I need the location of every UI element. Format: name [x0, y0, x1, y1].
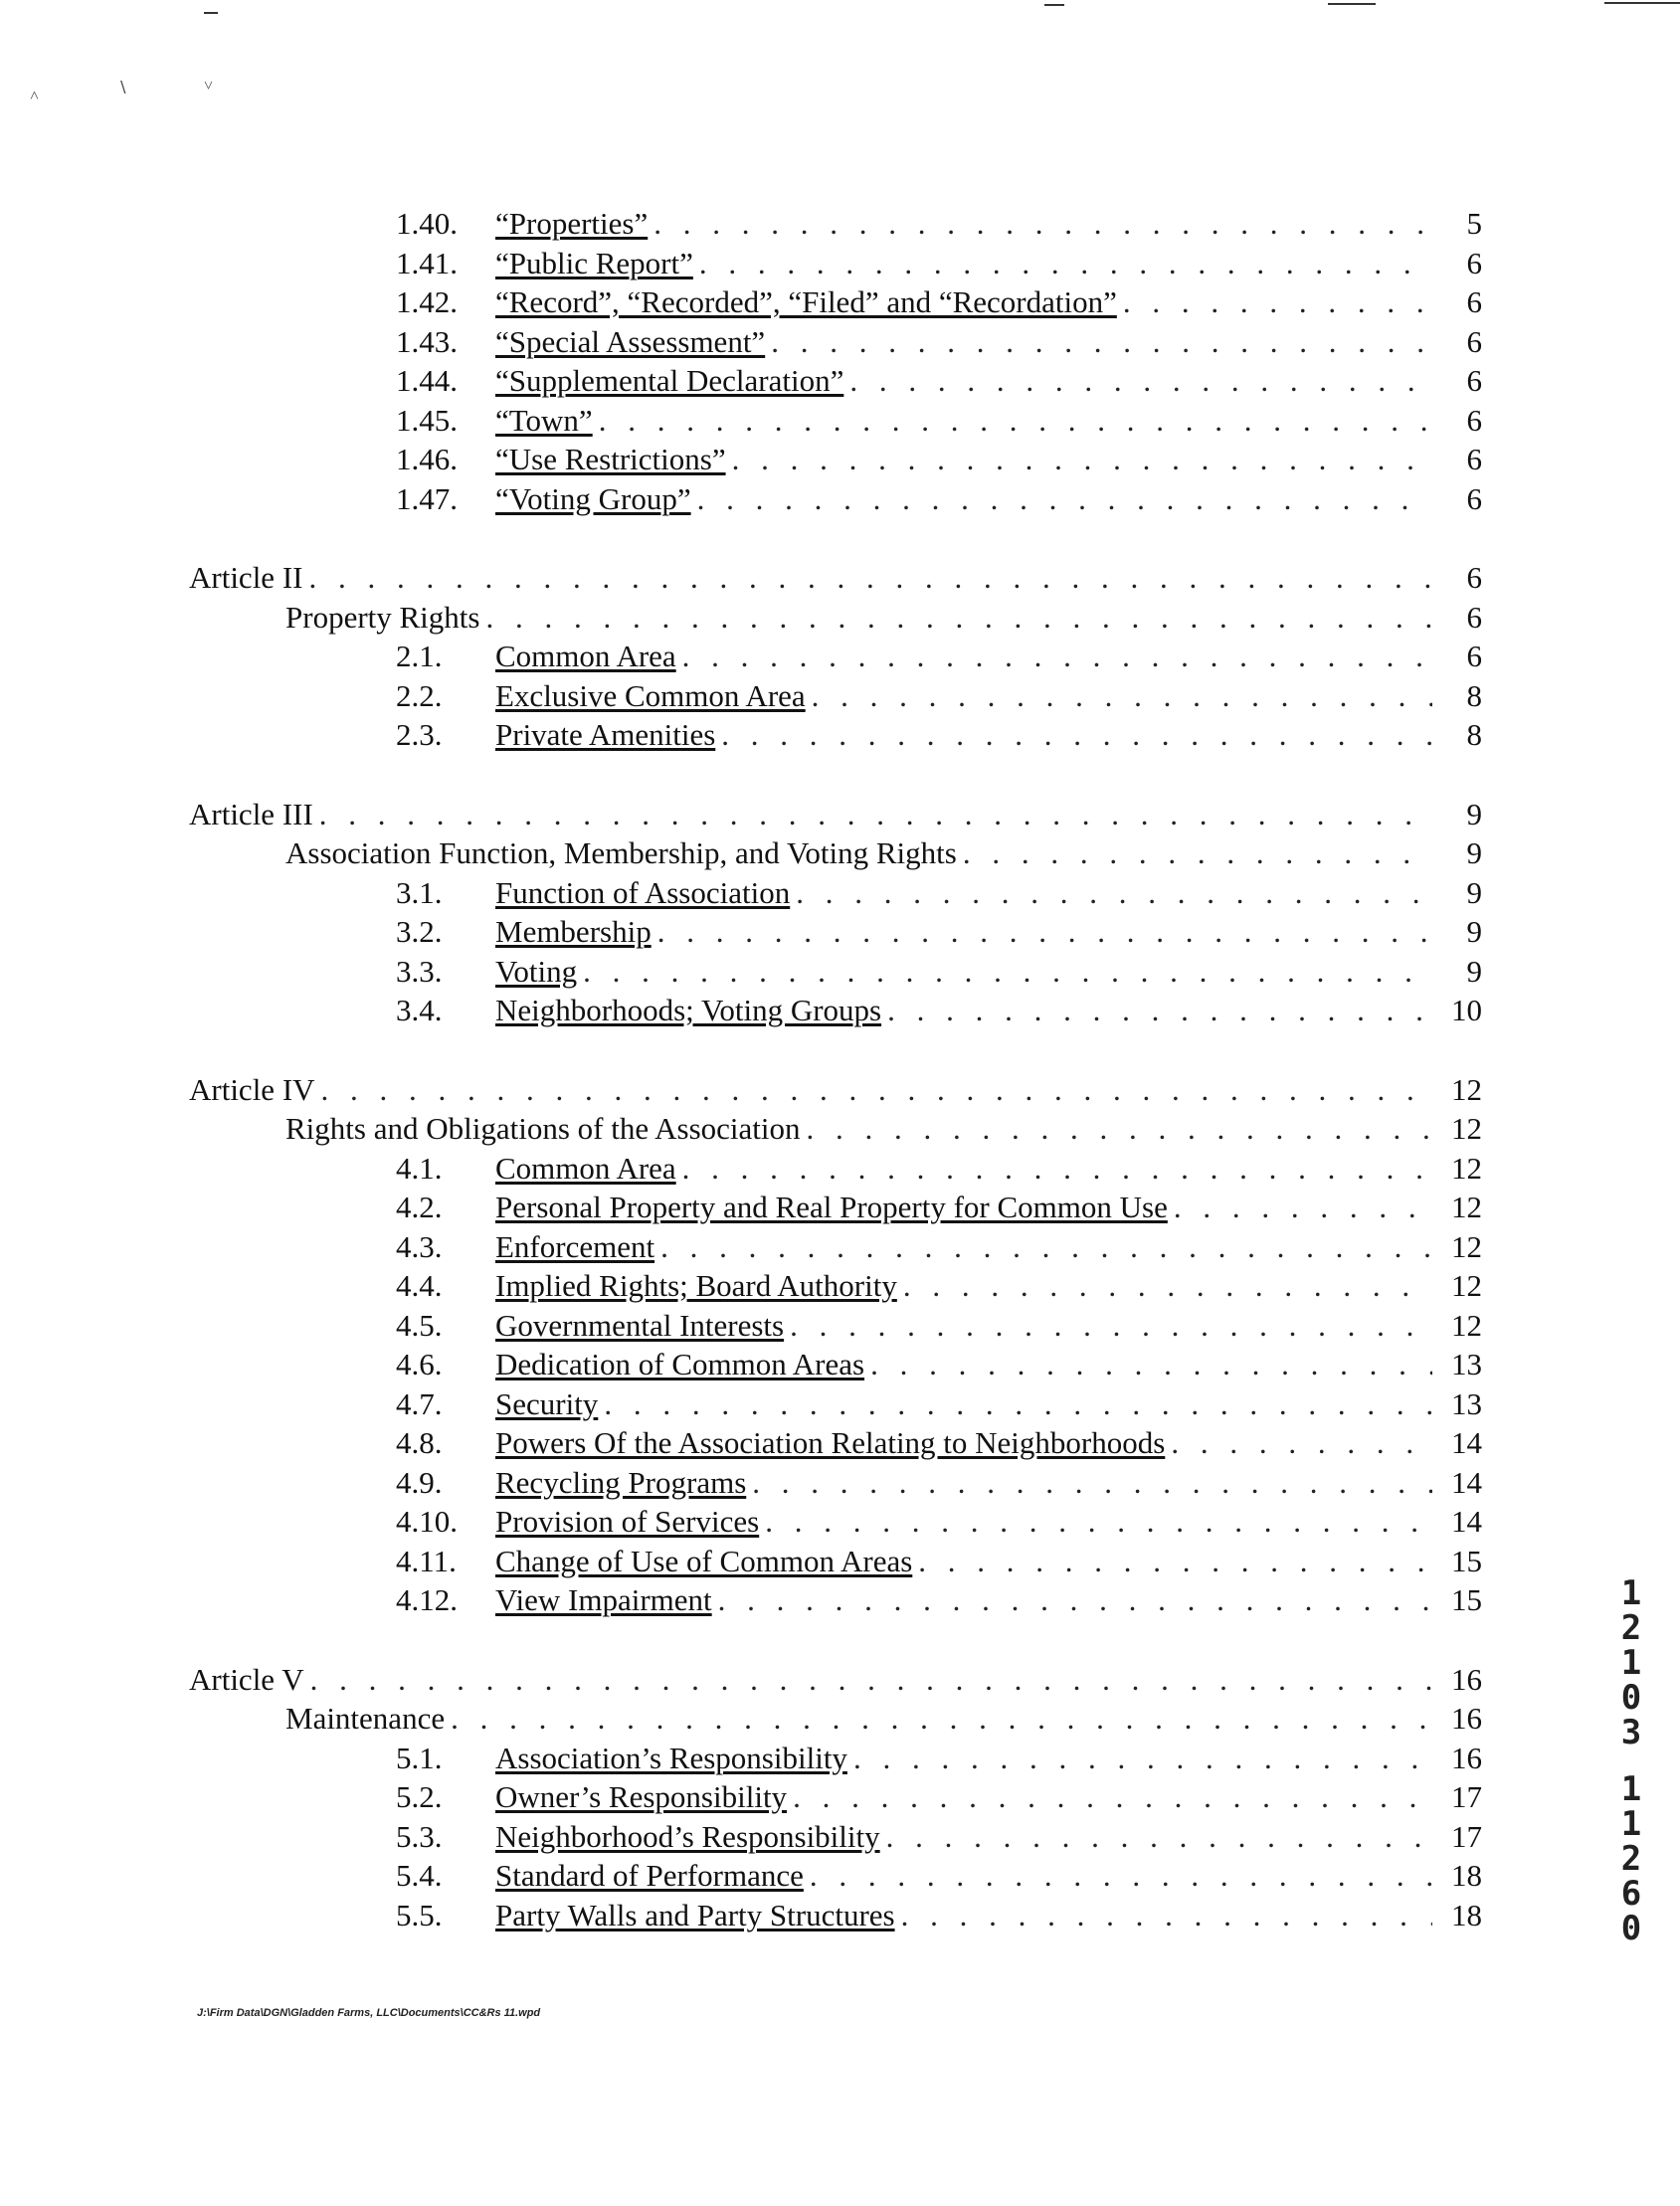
- toc-page-number: 10: [1451, 993, 1482, 1027]
- toc-section: [189, 637, 1482, 676]
- dot-leader: [963, 833, 1432, 873]
- toc-section-number: 3.1.: [396, 874, 443, 910]
- toc-heading: [189, 833, 1482, 873]
- toc-page-number: 18: [1451, 1897, 1482, 1932]
- toc-page-number: 15: [1451, 1543, 1482, 1578]
- dot-leader: [599, 401, 1432, 441]
- toc-section-title: View Impairment: [495, 1582, 712, 1617]
- toc-page-number: 6: [1466, 245, 1482, 280]
- dot-leader: [918, 1542, 1432, 1581]
- toc-article: [189, 1660, 1482, 1700]
- toc-section: [189, 1423, 1482, 1463]
- toc-section-number: 4.1.: [396, 1150, 443, 1186]
- toc-section: [189, 244, 1482, 283]
- toc-heading: [189, 1699, 1482, 1739]
- toc-page-number: 6: [1466, 442, 1482, 476]
- dot-leader: [796, 873, 1432, 913]
- toc-section: [189, 1502, 1482, 1542]
- toc-page-number: 6: [1466, 639, 1482, 673]
- toc-page-number: 14: [1451, 1504, 1482, 1539]
- dot-leader: [1171, 1423, 1432, 1463]
- toc-page-number: 6: [1466, 323, 1482, 359]
- dot-leader: [901, 1896, 1432, 1935]
- stamp-digit: 1: [1620, 1769, 1642, 1809]
- toc-section-title: “Special Assessment”: [495, 323, 766, 359]
- scan-mark: [1044, 4, 1064, 6]
- toc-page-number: 12: [1451, 1228, 1482, 1264]
- toc-section-number: 1.43.: [396, 323, 458, 359]
- toc-section: [189, 1306, 1482, 1346]
- scan-mark: [204, 12, 218, 14]
- toc-section-title: Security: [495, 1385, 599, 1421]
- toc-section-number: 2.2.: [396, 677, 443, 713]
- toc-section-number: 4.5.: [396, 1307, 443, 1343]
- toc-article-title: Article II: [189, 560, 303, 595]
- file-path-footer: J:\Firm Data\DGN\Gladden Farms, LLC\Documents\CC&Rs 11.wpd: [197, 2007, 541, 2019]
- dot-leader: [903, 1266, 1432, 1306]
- toc-section-number: 1.44.: [396, 363, 458, 398]
- scan-speck: ∖: [117, 80, 128, 96]
- toc-section-title: Personal Property and Real Property for Common Use: [495, 1190, 1168, 1224]
- toc-page-number: 6: [1466, 599, 1482, 635]
- toc-section: [189, 1188, 1482, 1227]
- toc-section: [189, 401, 1482, 441]
- toc-page-number: 8: [1466, 717, 1482, 752]
- toc-section-number: 2.3.: [396, 717, 443, 752]
- dot-leader: [718, 1580, 1432, 1620]
- toc-section-number: 1.46.: [396, 442, 458, 476]
- dot-leader: [886, 1817, 1432, 1857]
- toc-section-number: 4.4.: [396, 1268, 443, 1303]
- toc-page-number: 16: [1451, 1740, 1482, 1775]
- toc-section-number: 5.3.: [396, 1818, 443, 1854]
- toc-heading-title: Rights and Obligations of the Association: [285, 1111, 801, 1146]
- toc-section-title: Recycling Programs: [495, 1464, 747, 1500]
- toc-article: [189, 795, 1482, 834]
- toc-page-number: 9: [1466, 953, 1482, 989]
- toc-section: [189, 912, 1482, 952]
- toc-section-number: 4.2.: [396, 1190, 443, 1224]
- dot-leader: [485, 598, 1432, 638]
- toc-section-title: Membership: [495, 914, 652, 949]
- toc-section-number: 5.5.: [396, 1897, 443, 1932]
- dot-leader: [752, 1463, 1432, 1503]
- dot-leader: [604, 1384, 1432, 1424]
- toc-section: [189, 952, 1482, 992]
- toc-section: [189, 1227, 1482, 1267]
- toc-section-title: Owner’s Responsibility: [495, 1779, 788, 1814]
- toc-section: [189, 1149, 1482, 1189]
- toc-section: [189, 204, 1482, 244]
- toc-section: [189, 873, 1482, 913]
- dot-leader: [793, 1777, 1432, 1817]
- toc-section-number: 5.1.: [396, 1740, 443, 1775]
- toc-page-number: 6: [1466, 560, 1482, 595]
- toc-article-title: Article III: [189, 796, 313, 831]
- toc-section-title: Enforcement: [495, 1228, 655, 1264]
- toc-section-number: 4.3.: [396, 1228, 443, 1264]
- toc-heading: [189, 1109, 1482, 1149]
- toc-section: [189, 479, 1482, 519]
- stamp-digit: 6: [1620, 1874, 1642, 1914]
- toc-section-title: Dedication of Common Areas: [495, 1347, 865, 1381]
- toc-section-number: 3.3.: [396, 953, 443, 989]
- toc-page-number: 12: [1451, 1150, 1482, 1186]
- toc-section-title: Private Amenities: [495, 717, 716, 752]
- toc-section-title: Common Area: [495, 1150, 676, 1186]
- dot-leader: [1123, 282, 1432, 322]
- toc-page-number: 6: [1466, 284, 1482, 319]
- toc-section-title: “Voting Group”: [495, 480, 691, 516]
- toc-section: [189, 322, 1482, 362]
- toc-section-title: Function of Association: [495, 874, 791, 910]
- dot-leader: [810, 1856, 1432, 1896]
- stamp-digit: 2: [1620, 1839, 1642, 1879]
- toc-section-title: Exclusive Common Area: [495, 677, 806, 713]
- toc-section: [189, 1580, 1482, 1620]
- dot-leader: [849, 361, 1432, 401]
- toc-heading: [189, 598, 1482, 638]
- dot-leader: [682, 1149, 1432, 1189]
- toc-article: [189, 558, 1482, 598]
- toc-section: [189, 991, 1482, 1030]
- toc-section-title: Association’s Responsibility: [495, 1740, 847, 1775]
- toc-article: [189, 1070, 1482, 1110]
- toc-section: [189, 676, 1482, 716]
- toc-section-title: Common Area: [495, 639, 676, 673]
- toc-page-number: 13: [1451, 1347, 1482, 1381]
- toc-section: [189, 1542, 1482, 1581]
- toc-page-number: 14: [1451, 1464, 1482, 1500]
- toc-page-number: 12: [1451, 1307, 1482, 1343]
- toc-section-number: 1.42.: [396, 284, 458, 319]
- toc-page-number: 17: [1451, 1779, 1482, 1814]
- toc-section-title: Change of Use of Common Areas: [495, 1543, 913, 1578]
- dot-leader: [583, 952, 1432, 992]
- toc-section-title: Standard of Performance: [495, 1858, 804, 1893]
- scan-mark: [1328, 3, 1376, 5]
- toc-page-number: 6: [1466, 480, 1482, 516]
- dot-leader: [807, 1109, 1433, 1149]
- stamp-digit: 0: [1620, 1678, 1642, 1718]
- toc-section: [189, 1817, 1482, 1857]
- recording-stamp: [1611, 1573, 1651, 1948]
- toc-section: [189, 282, 1482, 322]
- toc-page-number: 9: [1466, 796, 1482, 831]
- scan-mark: [1604, 2, 1680, 4]
- dot-leader: [657, 912, 1432, 952]
- dot-leader: [697, 479, 1432, 519]
- toc-page-number: 12: [1451, 1071, 1482, 1107]
- stamp-digit: 1: [1620, 1643, 1642, 1683]
- toc-section: [189, 1777, 1482, 1817]
- toc-section: [189, 1463, 1482, 1503]
- stamp-digit: 1: [1620, 1573, 1642, 1613]
- toc-page-number: 12: [1451, 1190, 1482, 1224]
- toc-section-title: Governmental Interests: [495, 1307, 785, 1343]
- toc-page-number: 14: [1451, 1425, 1482, 1460]
- toc-section: [189, 715, 1482, 755]
- toc-page-number: 9: [1466, 874, 1482, 910]
- stamp-digit: 1: [1620, 1804, 1642, 1844]
- scan-speck: ˄: [30, 88, 40, 104]
- dot-leader: [765, 1502, 1432, 1542]
- scan-speck: ˅: [204, 78, 214, 94]
- dot-leader: [451, 1699, 1432, 1739]
- toc-section-number: 4.9.: [396, 1464, 443, 1500]
- toc-section-title: “Record”, “Recorded”, “Filed” and “Recordation”: [495, 284, 1117, 319]
- toc-section-title: “Town”: [495, 402, 593, 438]
- dot-leader: [310, 1660, 1432, 1700]
- toc-page-number: 16: [1451, 1701, 1482, 1736]
- toc-article-title: Article IV: [189, 1071, 315, 1107]
- dot-leader: [790, 1306, 1432, 1346]
- dot-leader: [721, 715, 1432, 755]
- toc-page-number: 16: [1451, 1661, 1482, 1697]
- toc-section-number: 4.12.: [396, 1582, 458, 1617]
- toc-page-number: 6: [1466, 363, 1482, 398]
- dot-leader: [771, 322, 1432, 362]
- toc-section: [189, 1266, 1482, 1306]
- toc-page-number: 13: [1451, 1385, 1482, 1421]
- toc-section: [189, 1896, 1482, 1935]
- toc-section: [189, 1739, 1482, 1778]
- toc-section: [189, 361, 1482, 401]
- toc-section-number: 4.10.: [396, 1504, 458, 1539]
- toc-section: [189, 1384, 1482, 1424]
- toc-page-number: 15: [1451, 1582, 1482, 1617]
- toc-section-number: 4.8.: [396, 1425, 443, 1460]
- toc-heading-title: Maintenance: [285, 1701, 446, 1736]
- toc-section-number: 1.41.: [396, 245, 458, 280]
- toc-section-title: “Supplemental Declaration”: [495, 363, 844, 398]
- toc-page-number: 12: [1451, 1268, 1482, 1303]
- toc-page-number: 12: [1451, 1111, 1482, 1146]
- toc-page-number: 6: [1466, 402, 1482, 438]
- toc-heading-title: Association Function, Membership, and Voting Rights: [285, 835, 957, 870]
- toc-section-title: Neighborhoods; Voting Groups: [495, 993, 882, 1027]
- dot-leader: [699, 244, 1432, 283]
- toc-page-number: 9: [1466, 835, 1482, 870]
- dot-leader: [870, 1345, 1432, 1384]
- toc-page-number: 8: [1466, 677, 1482, 713]
- toc-section-title: Implied Rights; Board Authority: [495, 1268, 897, 1303]
- dot-leader: [853, 1739, 1432, 1778]
- toc-section-number: 4.11.: [396, 1543, 457, 1578]
- dot-leader: [308, 558, 1432, 598]
- toc-section-title: Party Walls and Party Structures: [495, 1897, 895, 1932]
- toc-section-number: 5.4.: [396, 1858, 443, 1893]
- toc-section-number: 4.6.: [396, 1347, 443, 1381]
- dot-leader: [319, 795, 1432, 834]
- toc-section-number: 2.1.: [396, 639, 443, 673]
- toc-page-number: 17: [1451, 1818, 1482, 1854]
- dot-leader: [1174, 1188, 1432, 1227]
- table-of-contents: [189, 204, 1482, 1934]
- toc-section-title: “Use Restrictions”: [495, 442, 726, 476]
- toc-section-number: 4.7.: [396, 1385, 443, 1421]
- dot-leader: [682, 637, 1432, 676]
- dot-leader: [812, 676, 1432, 716]
- toc-section: [189, 440, 1482, 479]
- dot-leader: [321, 1070, 1432, 1110]
- stamp-digit: 2: [1620, 1608, 1642, 1648]
- dot-leader: [887, 991, 1432, 1030]
- toc-section-title: Voting: [495, 953, 578, 989]
- dot-leader: [732, 440, 1432, 479]
- toc-section-title: Provision of Services: [495, 1504, 760, 1539]
- toc-section-number: 5.2.: [396, 1779, 443, 1814]
- toc-article-title: Article V: [189, 1661, 304, 1697]
- toc-section-number: 3.2.: [396, 914, 443, 949]
- dot-leader: [660, 1227, 1432, 1267]
- stamp-digit: 3: [1620, 1713, 1642, 1752]
- toc-section-number: 3.4.: [396, 993, 443, 1027]
- toc-page-number: 9: [1466, 914, 1482, 949]
- dot-leader: [653, 204, 1432, 244]
- toc-page-number: 5: [1466, 206, 1482, 241]
- toc-section-title: Powers Of the Association Relating to Neighborhoods: [495, 1425, 1166, 1460]
- toc-section-number: 1.40.: [396, 206, 458, 241]
- toc-section-title: Neighborhood’s Responsibility: [495, 1818, 880, 1854]
- toc-heading-title: Property Rights: [285, 599, 480, 635]
- toc-section-number: 1.47.: [396, 480, 458, 516]
- toc-section: [189, 1856, 1482, 1896]
- toc-page-number: 18: [1451, 1858, 1482, 1893]
- toc-section-number: 1.45.: [396, 402, 458, 438]
- toc-section-title: “Public Report”: [495, 245, 693, 280]
- stamp-digit: 0: [1620, 1909, 1642, 1948]
- toc-section-title: “Properties”: [495, 206, 649, 241]
- toc-section: [189, 1345, 1482, 1384]
